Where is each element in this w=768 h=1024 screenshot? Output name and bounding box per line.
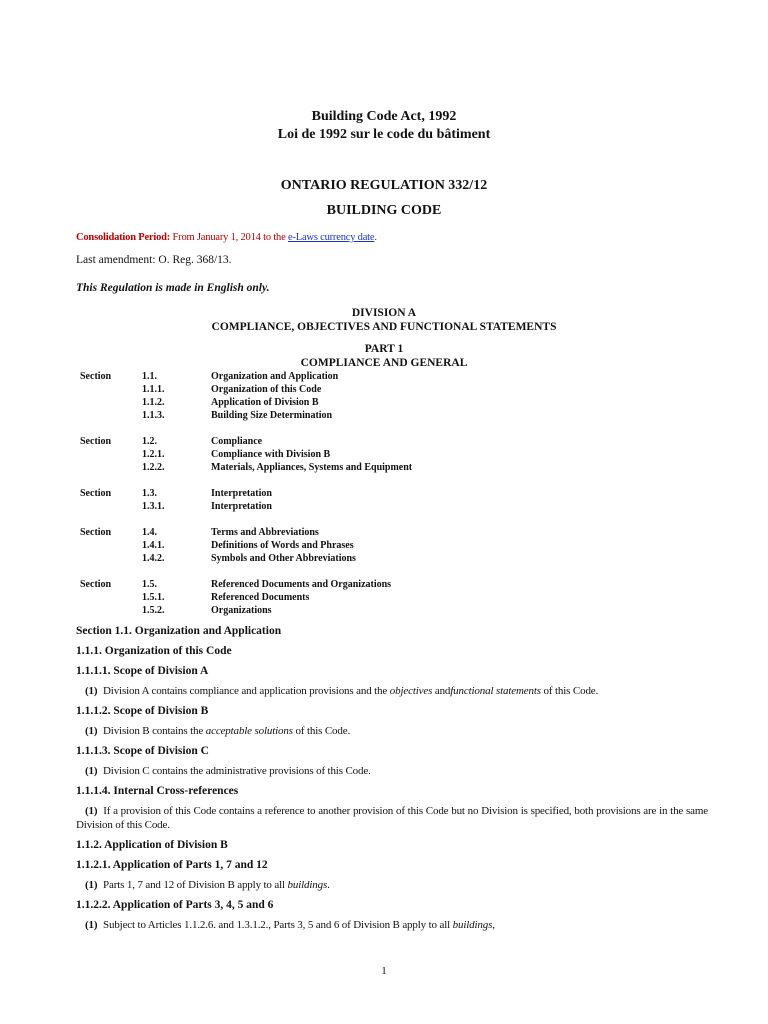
provision-text: Subject to Articles 1.1.2.6. and 1.3.1.2., Parts 3, 5 and 6 of Division B apply to all [103,919,451,931]
provision-text: If a provision of this Code contains a reference to another provision of this Code but no Division is specified, both provisions are in the same Division of this Code. [76,805,708,831]
subsection-heading: 1.1.2. Application of Division B [76,839,228,851]
toc-title: Organizations [211,605,272,616]
toc-number: 1.4. [142,527,157,538]
toc-entry[interactable] [80,552,412,565]
section-heading: Section 1.1. Organization and Application [76,625,282,637]
toc-title: Definitions of Words and Phrases [211,540,354,551]
regulation-body [76,624,708,938]
toc-group [80,487,412,513]
toc-title: Compliance [211,436,263,447]
toc-entry[interactable] [80,539,412,552]
toc-entry[interactable] [80,383,412,396]
provision-text: Division C contains the administrative provisions of this Code. [103,765,371,777]
article-heading: 1.1.1.1. Scope of Division A [76,665,209,677]
toc-number: 1.5. [142,579,157,590]
article-heading: 1.1.2.2. Application of Parts 3, 4, 5 and 6 [76,899,274,911]
provision-text: and [434,685,451,697]
toc-number: 1.1. [142,371,157,382]
provision [76,684,708,704]
part-subtitle: COMPLIANCE AND GENERAL [300,357,468,369]
toc-entry[interactable] [80,487,412,500]
toc-title: Application of Division B [211,397,319,408]
toc-number: 1.4.2. [142,553,165,564]
toc-number: 1.1.2. [142,397,165,408]
provision-text: . [327,879,330,891]
toc-number: 1.2.2. [142,462,165,473]
toc-section-label [80,539,142,552]
toc-title: Interpretation [211,501,272,512]
toc-number: 1.3. [142,488,157,499]
provision-text: Parts 1, 7 and 12 of Division B apply to all [103,879,285,891]
consolidation-label: Consolidation Period: [76,232,171,243]
provision-number: (1) [85,685,98,697]
provision [76,804,708,838]
provision-number: (1) [85,879,98,891]
toc-section-label [80,500,142,513]
toc-section-label [80,552,142,565]
toc-entry[interactable] [80,578,412,591]
article-heading: 1.1.1.3. Scope of Division C [76,745,209,757]
defined-term: functional statements [450,685,541,697]
toc-group [80,526,412,565]
toc-group [80,578,412,617]
table-of-contents [80,370,412,630]
division-title: DIVISION A [351,307,417,319]
toc-entry[interactable] [80,500,412,513]
toc-entry[interactable] [80,448,412,461]
toc-section-label: Section [80,579,112,590]
provision [76,918,708,938]
toc-section-label: Section [80,436,112,447]
toc-section-label [80,591,142,604]
subsection-heading: 1.1.1. Organization of this Code [76,645,232,657]
provision [76,878,708,898]
english-only-note: This Regulation is made in English only. [76,282,270,294]
provision-text: , [492,919,495,931]
toc-section-label [80,383,142,396]
article-heading: 1.1.1.2. Scope of Division B [76,705,209,717]
toc-title: Building Size Determination [211,410,333,421]
toc-number: 1.3.1. [142,501,165,512]
toc-number: 1.5.1. [142,592,165,603]
toc-title: Materials, Appliances, Systems and Equipment [211,462,413,473]
defined-term: buildings [287,879,328,891]
toc-title: Organization and Application [211,371,339,382]
toc-title: Organization of this Code [211,384,322,395]
toc-section-label [80,461,142,474]
provision-number: (1) [85,725,98,737]
toc-section-label: Section [80,488,112,499]
division-subtitle: COMPLIANCE, OBJECTIVES AND FUNCTIONAL STATEMENTS [211,321,557,333]
consolidation-text: From January 1, 2014 to the [172,232,286,243]
toc-entry[interactable] [80,591,412,604]
article-heading: 1.1.1.4. Internal Cross-references [76,785,239,797]
toc-number: 1.1.1. [142,384,165,395]
last-amendment: Last amendment: O. Reg. 368/13. [76,254,232,266]
toc-number: 1.2. [142,436,157,447]
toc-title: Terms and Abbreviations [211,527,319,538]
provision [76,724,708,744]
toc-number: 1.2.1. [142,449,165,460]
toc-section-label: Section [80,371,112,382]
page-number: 1 [381,965,387,977]
toc-section-label [80,396,142,409]
provision-number: (1) [85,805,98,817]
provision-text: Division B contains the [103,725,204,737]
toc-entry[interactable] [80,461,412,474]
consolidation-end: . [374,232,377,243]
toc-number: 1.1.3. [142,410,165,421]
toc-section-label: Section [80,527,112,538]
toc-entry[interactable] [80,409,412,422]
consolidation-period [76,232,377,243]
defined-term: objectives [389,685,433,697]
act-title-fr: Loi de 1992 sur le code du bâtiment [277,127,491,142]
provision-number: (1) [85,919,98,931]
toc-entry[interactable] [80,526,412,539]
elaws-currency-link[interactable]: e-Laws currency date [288,232,375,243]
defined-term: acceptable solutions [205,725,293,737]
provision-number: (1) [85,765,98,777]
toc-title: Referenced Documents and Organizations [211,579,392,590]
regulation-title: BUILDING CODE [326,203,442,218]
defined-term: buildings [452,919,493,931]
toc-entry[interactable] [80,396,412,409]
toc-entry[interactable] [80,604,412,617]
act-title-en: Building Code Act, 1992 [311,109,457,124]
toc-section-label [80,604,142,617]
toc-group [80,435,412,474]
toc-entry[interactable] [80,370,412,383]
toc-entry[interactable] [80,435,412,448]
provision-text: of this Code. [295,725,351,737]
toc-title: Symbols and Other Abbreviations [211,553,356,564]
toc-number: 1.5.2. [142,605,165,616]
provision [76,764,708,784]
provision-text: of this Code. [543,685,599,697]
provision-text: Division A contains compliance and application provisions and the [103,685,388,697]
regulation-number: ONTARIO REGULATION 332/12 [280,178,488,193]
toc-section-label [80,448,142,461]
toc-section-label [80,409,142,422]
toc-title: Compliance with Division B [211,449,331,460]
toc-number: 1.4.1. [142,540,165,551]
toc-title: Referenced Documents [211,592,310,603]
article-heading: 1.1.2.1. Application of Parts 1, 7 and 12 [76,859,268,871]
part-title: PART 1 [364,343,404,355]
toc-group [80,370,412,422]
toc-title: Interpretation [211,488,272,499]
